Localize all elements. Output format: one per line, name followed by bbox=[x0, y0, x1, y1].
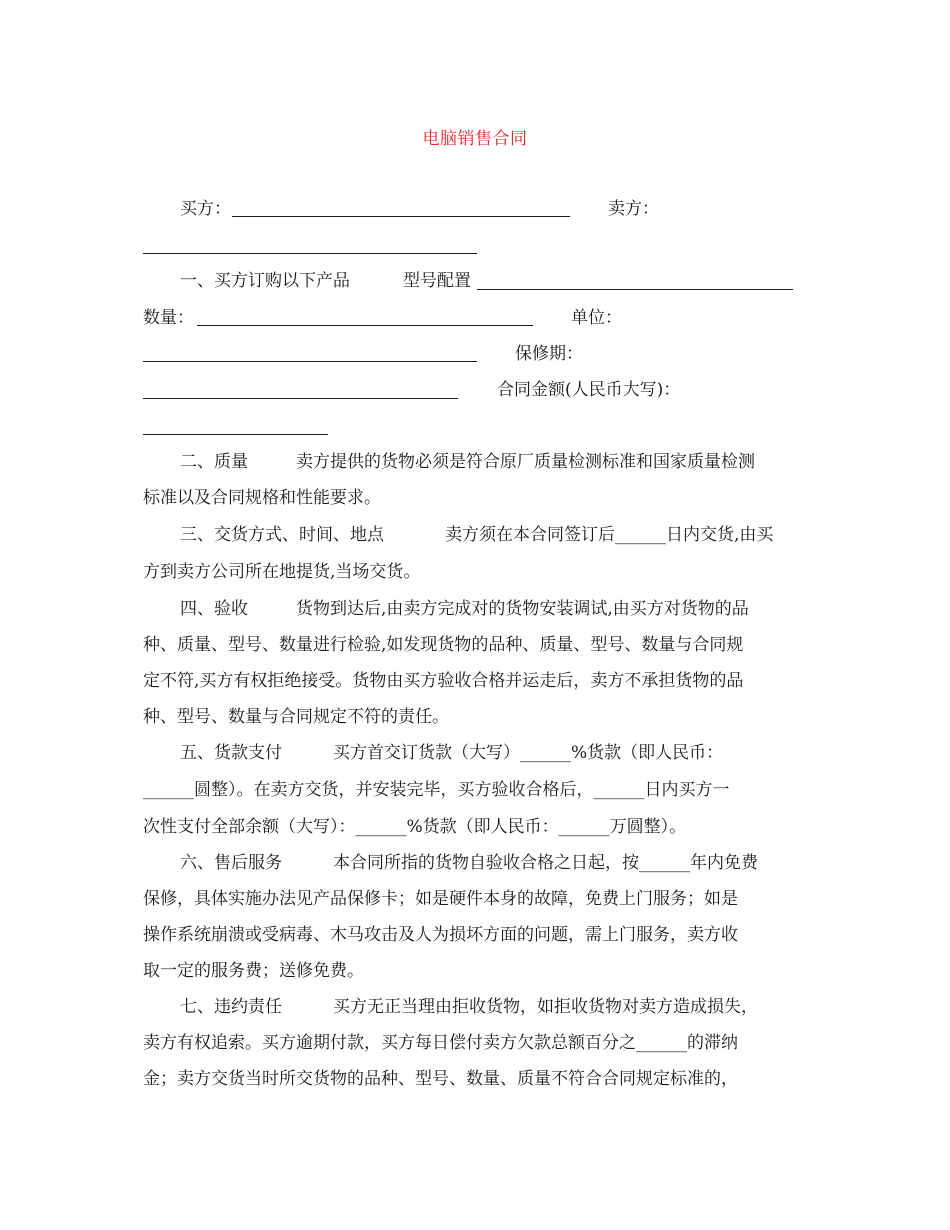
section7-line1: 买方无正当理由拒收货物，如拒收货物对卖方造成损失， bbox=[333, 997, 758, 1017]
section4-line3: 定不符,买方有权拒绝接受。货物由买方验收合格并运走后，卖方不承担货物的品 bbox=[143, 671, 744, 691]
amount-label: 合同金额(人民币大写)： bbox=[497, 380, 681, 400]
section3-line2: 方到卖方公司所在地提货,当场交货。 bbox=[143, 562, 421, 582]
section6-line1: 本合同所指的货物自验收合格之日起，按______年内免费 bbox=[333, 853, 758, 873]
section6-line3: 操作系统崩溃或受病毒、木马攻击及人为损坏方面的问题，需上门服务，卖方收 bbox=[143, 925, 738, 945]
unit-blank bbox=[143, 361, 477, 362]
model-blank bbox=[477, 289, 793, 290]
quantity-blank bbox=[197, 325, 533, 326]
section6-line4: 取一定的服务费；送修免费。 bbox=[143, 961, 364, 981]
section7-line2: 卖方有权追索。买方逾期付款，买方每日偿付卖方欠款总额百分之______的滞纳 bbox=[143, 1033, 738, 1053]
section6-line2: 保修，具体实施办法见产品保修卡；如是硬件本身的故障，免费上门服务；如是 bbox=[143, 889, 738, 909]
section1-heading: 一、买方订购以下产品 bbox=[180, 271, 350, 291]
section5-line2: ______圆整）。在卖方交货，并安装完毕，买方验收合格后，______日内买方一 bbox=[143, 780, 730, 800]
section6-heading: 六、售后服务 bbox=[180, 853, 282, 873]
section4-line1: 货物到达后,由卖方完成对的货物安装调试,由买方对货物的品 bbox=[296, 599, 749, 619]
section2-line2: 标准以及合同规格和性能要求。 bbox=[143, 488, 381, 508]
quantity-label: 数量： bbox=[143, 308, 194, 328]
seller-label: 卖方： bbox=[608, 199, 659, 219]
section2-line1: 卖方提供的货物必须是符合原厂质量检测标准和国家质量检测 bbox=[296, 452, 755, 472]
page-title: 电脑销售合同 bbox=[422, 129, 528, 149]
unit-label: 单位： bbox=[571, 308, 622, 328]
section7-line3: 金；卖方交货当时所交货物的品种、型号、数量、质量不符合合同规定标准的， bbox=[143, 1069, 738, 1089]
section4-line4: 种、型号、数量与合同规定不符的责任。 bbox=[143, 707, 449, 727]
section4-heading: 四、验收 bbox=[180, 599, 248, 619]
section5-line3: 次性支付全部余额（大写）：______%货款（即人民币：______万圆整）。 bbox=[143, 817, 687, 837]
section7-heading: 七、违约责任 bbox=[180, 997, 282, 1017]
section3-heading: 三、交货方式、时间、地点 bbox=[180, 525, 384, 545]
section5-line1: 买方首交订货款（大写）______%货款（即人民币： bbox=[333, 743, 724, 763]
buyer-blank bbox=[232, 216, 570, 217]
buyer-label: 买方： bbox=[180, 199, 231, 219]
warranty-blank bbox=[143, 398, 458, 399]
model-label: 型号配置 bbox=[403, 271, 471, 291]
seller-blank bbox=[143, 253, 477, 254]
section2-heading: 二、质量 bbox=[180, 452, 248, 472]
section5-heading: 五、货款支付 bbox=[180, 743, 282, 763]
warranty-label: 保修期： bbox=[515, 344, 583, 364]
section3-line1: 卖方须在本合同签订后______日内交货,由买 bbox=[445, 525, 774, 545]
section4-line2: 种、质量、型号、数量进行检验,如发现货物的品种、质量、型号、数量与合同规 bbox=[143, 635, 744, 655]
amount-blank bbox=[143, 434, 328, 435]
